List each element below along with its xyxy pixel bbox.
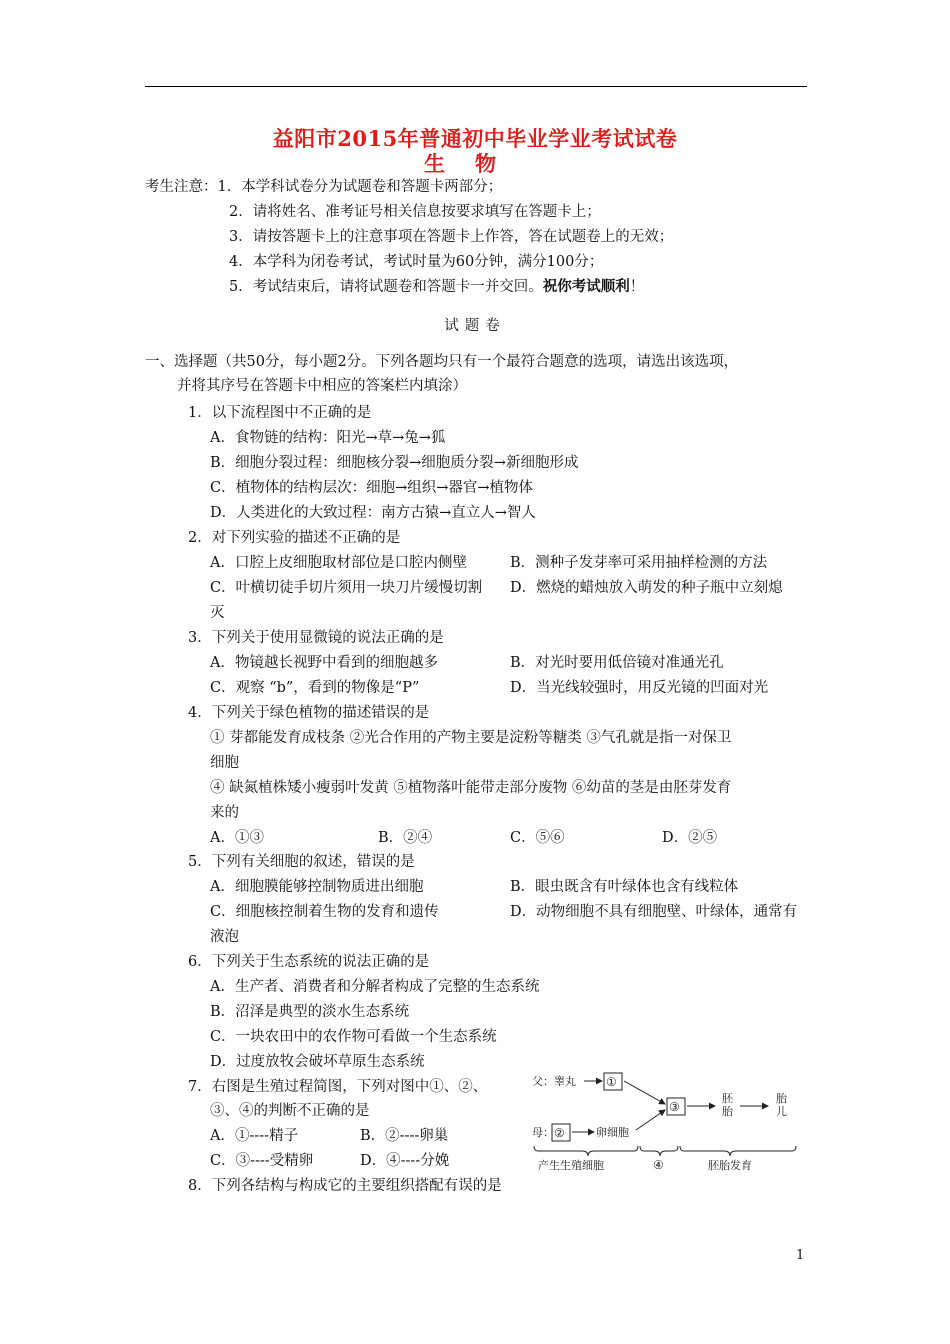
- q7-stem-2: ③、④的判断不正确的是: [210, 1103, 370, 1119]
- section-heading: 试题卷: [444, 318, 506, 334]
- notice-item-3: 3．请按答题卡上的注意事项在答题卡上作答，答在试题卷上的无效；: [229, 229, 674, 245]
- bracket-embryo-development: [680, 1146, 796, 1156]
- diagram-embryo-char-2: 胎: [722, 1105, 733, 1118]
- diagram-fetus-char-1: 胎: [776, 1092, 787, 1105]
- notice-wish-end: ！: [629, 279, 645, 295]
- q5-option-c: C．细胞核控制着生物的发育和遗传: [210, 904, 439, 920]
- q4-statements-1-cont: 细胞: [210, 755, 239, 771]
- diagram-egg-label: 卵细胞: [596, 1126, 629, 1139]
- q7-stem-1: 7．右图是生殖过程简图，下列对图中①、②、: [188, 1079, 488, 1095]
- notice-label: 考生注意：: [145, 179, 218, 195]
- notice-line-5: [229, 277, 644, 297]
- q1-option-d: D．人类进化的大致过程：南方古猿→直立人→智人: [210, 505, 536, 521]
- q2-option-a: A．口腔上皮细胞取材部位是口腔内侧壁: [210, 555, 467, 571]
- q5-stem: 5．下列有关细胞的叙述，错误的是: [188, 854, 415, 870]
- notice-item-5: 5．考试结束后，请将试题卷和答题卡一并交回。: [229, 279, 543, 295]
- q3-option-d: D．当光线较强时，用反光镜的凹面对光: [510, 680, 769, 696]
- q6-option-c: C．一块农田中的农作物可看做一个生态系统: [210, 1029, 497, 1045]
- arrow-egg-to-zygote: [636, 1110, 665, 1130]
- q5-option-d-cont: 液泡: [210, 929, 239, 945]
- q2-stem: 2．对下列实验的描述不正确的是: [188, 530, 401, 546]
- q6-option-d: D．过度放牧会破坏草原生态系统: [210, 1054, 425, 1070]
- q7-option-d: D．④----分娩: [360, 1153, 450, 1169]
- part1-line-2: 并将其序号在答题卡中相应的答案栏内填涂）: [177, 378, 467, 394]
- q4-option-d: D．②⑤: [662, 830, 718, 846]
- diagram-box-1-label: ①: [606, 1075, 617, 1089]
- q3-option-b: B．对光时要用低倍镜对准通光孔: [510, 655, 724, 671]
- q6-option-a: A．生产者、消费者和分解者构成了完整的生态系统: [210, 979, 540, 995]
- diagram-label-step-4: ④: [653, 1158, 664, 1172]
- q4-stem: 4．下列关于绿色植物的描述错误的是: [188, 705, 430, 721]
- q2-option-d-cont: 灭: [210, 605, 225, 621]
- q5-option-b: B．眼虫既含有叶绿体也含有线粒体: [510, 879, 739, 895]
- diagram-fetus-char-2: 儿: [776, 1105, 787, 1118]
- q3-stem: 3．下列关于使用显微镜的说法正确的是: [188, 630, 444, 646]
- q2-option-c: C．叶横切徒手切片须用一块刀片缓慢切割: [210, 580, 483, 596]
- diagram-box-2-label: ②: [554, 1126, 565, 1140]
- diagram-label-germ-cells: 产生生殖细胞: [538, 1159, 604, 1172]
- diagram-mother-label: 母：: [532, 1126, 554, 1139]
- q4-option-b: B．②④: [378, 830, 433, 846]
- q5-option-d: D．动物细胞不具有细胞壁、叶绿体，通常有: [510, 904, 798, 920]
- diagram-embryo-char-1: 胚: [722, 1092, 733, 1105]
- q1-option-c: C．植物体的结构层次：细胞→组织→器官→植物体: [210, 480, 534, 496]
- q8-stem: 8．下列各结构与构成它的主要组织搭配有误的是: [188, 1178, 502, 1194]
- q7-option-b: B．②----卵巢: [360, 1128, 449, 1144]
- reproduction-diagram: [530, 1068, 810, 1178]
- q4-option-c: C．⑤⑥: [510, 830, 565, 846]
- q4-statements-2-cont: 来的: [210, 805, 239, 821]
- q4-option-a: A．①③: [210, 830, 264, 846]
- q6-option-b: B．沼泽是典型的淡水生态系统: [210, 1004, 410, 1020]
- notice-item-1: 1．本学科试卷分为试题卷和答题卡两部分；: [217, 179, 503, 195]
- notice-item-2: 2．请将姓名、准考证号相关信息按要求填写在答题卡上；: [229, 204, 601, 220]
- q1-option-b: B．细胞分裂过程：细胞核分裂→细胞质分裂→新细胞形成: [210, 455, 579, 471]
- q2-option-d: D．燃烧的蜡烛放入萌发的种子瓶中立刻熄: [510, 580, 783, 596]
- arrow-sperm-to-zygote: [624, 1081, 665, 1104]
- diagram-box-3-label: ③: [669, 1100, 680, 1114]
- q4-statements-1: ① 芽都能发育成枝条 ②光合作用的产物主要是淀粉等糖类 ③气孔就是指一对保卫: [210, 730, 732, 746]
- bracket-germ-cells: [534, 1146, 638, 1156]
- diagram-label-embryo-development: 胚胎发育: [708, 1159, 752, 1172]
- q4-statements-2: ④ 缺氮植株矮小瘦弱叶发黄 ⑤植物落叶能带走部分废物 ⑥幼苗的茎是由胚芽发育: [210, 780, 732, 796]
- q1-option-a: A．食物链的结构：阳光→草→兔→狐: [210, 430, 446, 446]
- bracket-step-4: [640, 1146, 678, 1156]
- part1-line-1: 一、选择题（共50分，每小题2分。下列各题均只有一个最符合题意的选项，请选出该选项，: [145, 354, 739, 370]
- q2-option-b: B．测种子发芽率可采用抽样检测的方法: [510, 555, 768, 571]
- q6-stem: 6．下列关于生态系统的说法正确的是: [188, 954, 430, 970]
- notice-wish: 祝你考试顺利: [542, 278, 630, 295]
- q7-option-c: C．③----受精卵: [210, 1153, 314, 1169]
- q5-option-a: A．细胞膜能够控制物质进出细胞: [210, 879, 424, 895]
- q3-option-c: C．观察 “b”，看到的物像是“P”: [210, 680, 420, 696]
- notice-line-1: [145, 177, 502, 197]
- q1-stem: 1．以下流程图中不正确的是: [188, 405, 372, 421]
- q7-option-a: A．①----精子: [210, 1128, 299, 1144]
- page-number: 1: [796, 1248, 805, 1263]
- q3-option-a: A．物镜越长视野中看到的细胞越多: [210, 655, 438, 671]
- notice-item-4: 4．本学科为闭卷考试，考试时量为60分钟，满分100分；: [229, 254, 604, 270]
- subject-title: 生物: [424, 151, 526, 176]
- top-rule: [145, 86, 807, 87]
- exam-title: 益阳市2015年普通初中毕业学业考试试卷: [272, 126, 678, 151]
- diagram-father-label: 父：睾丸: [532, 1075, 576, 1088]
